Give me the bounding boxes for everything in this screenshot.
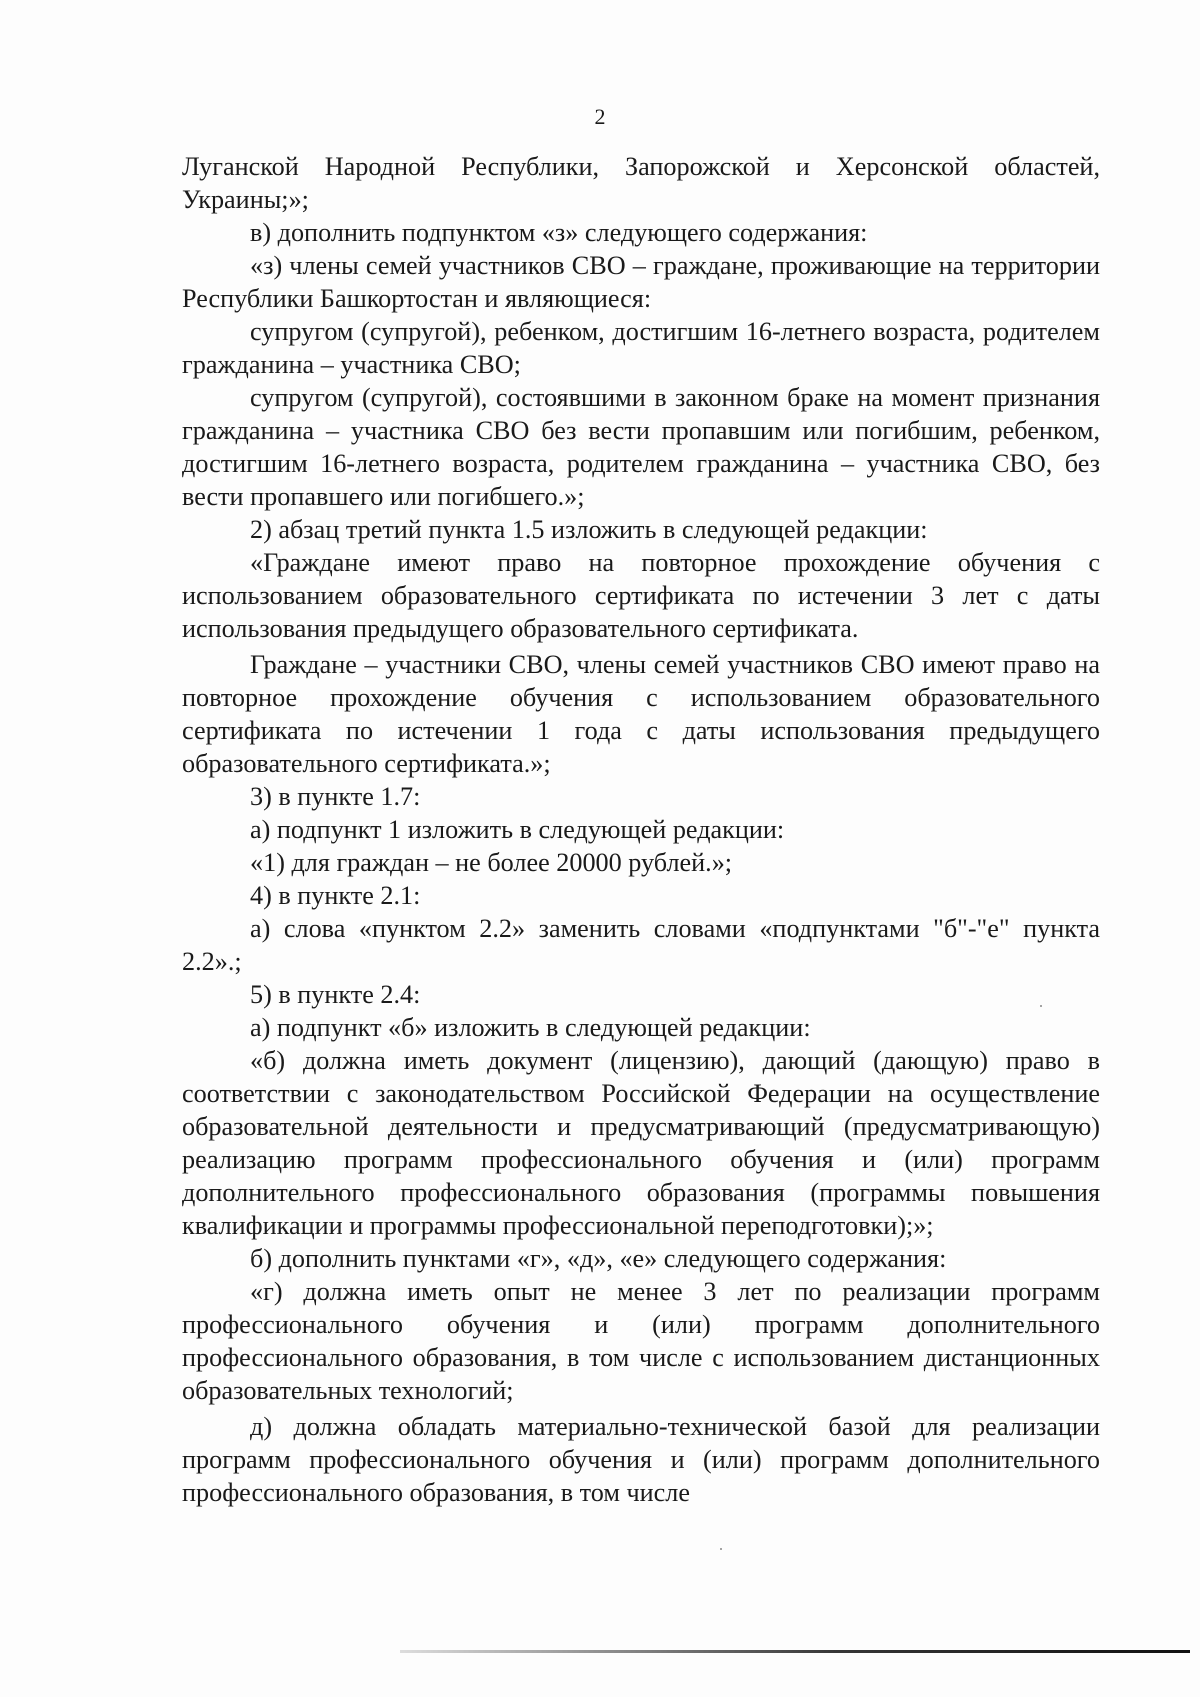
scan-speck — [720, 1548, 722, 1550]
paragraph: супругом (супругой), состоявшими в законном браке на момент признания гражданина – участника СВО без вести пропавшим или погибшим, ребенком, достигшим 16-летнего возраста, родителем гражданина – участника СВО, без вести пропавшего или погибшего.»; — [182, 383, 1100, 511]
paragraph: 3) в пункте 1.7: — [250, 782, 421, 811]
paragraph: «б) должна иметь документ (лицензию), дающий (дающую) право в соответствии с законодательством Российской Федерации на осуществление образовательной деятельности и предусматривающий (предусматривающую) реализацию программ профессионального обучения и (или) программ дополнительного профессионального образования (программы повышения квалификации и программы профессиональной переподготовки);»; — [182, 1046, 1100, 1240]
scan-edge-line — [400, 1650, 1190, 1653]
paragraph: 4) в пункте 2.1: — [250, 881, 421, 910]
scan-speck — [1040, 1005, 1042, 1007]
paragraph: Граждане – участники СВО, члены семей участников СВО имеют право на повторное прохождение обучения с использованием образовательного сертификата по истечении 1 года с даты использования предыдущего образовательного сертификата.»; — [182, 650, 1100, 778]
paragraph: б) дополнить пунктами «г», «д», «е» следующего содержания: — [250, 1244, 947, 1273]
paragraph: д) должна обладать материально-технической базой для реализации программ профессионального обучения и (или) программ дополнительного профессионального образования, в том числе — [182, 1412, 1100, 1507]
paragraph: а) слова «пунктом 2.2» заменить словами «подпунктами "б"-"е" пункта 2.2».; — [182, 914, 1100, 976]
paragraph: «з) члены семей участников СВО – граждане, проживающие на территории Республики Башкортостан и являющиеся: — [182, 251, 1100, 313]
paragraph: «1) для граждан – не более 20000 рублей.»; — [250, 848, 733, 877]
paragraph: Луганской Народной Республики, Запорожской и Херсонской областей, Украины;»; — [182, 152, 1100, 214]
paragraph: а) подпункт «б» изложить в следующей редакции: — [250, 1013, 811, 1042]
document-body — [182, 150, 1100, 1509]
paragraph: супругом (супругой), ребенком, достигшим 16-летнего возраста, родителем гражданина – участника СВО; — [182, 317, 1100, 379]
paragraph: а) подпункт 1 изложить в следующей редакции: — [250, 815, 785, 844]
paragraph: 5) в пункте 2.4: — [250, 980, 421, 1009]
page-number: 2 — [594, 104, 606, 129]
paragraph: «Граждане имеют право на повторное прохождение обучения с использованием образовательного сертификата по истечении 3 лет с даты использования предыдущего образовательного сертификата. — [182, 548, 1100, 643]
paragraph: в) дополнить подпунктом «з» следующего содержания: — [250, 218, 868, 247]
paragraph: 2) абзац третий пункта 1.5 изложить в следующей редакции: — [250, 515, 928, 544]
paragraph: «г) должна иметь опыт не менее 3 лет по реализации программ профессионального обучения и (или) программ дополнительного профессионального образования, в том числе с использованием дистанционных образовательных технологий; — [182, 1277, 1100, 1405]
